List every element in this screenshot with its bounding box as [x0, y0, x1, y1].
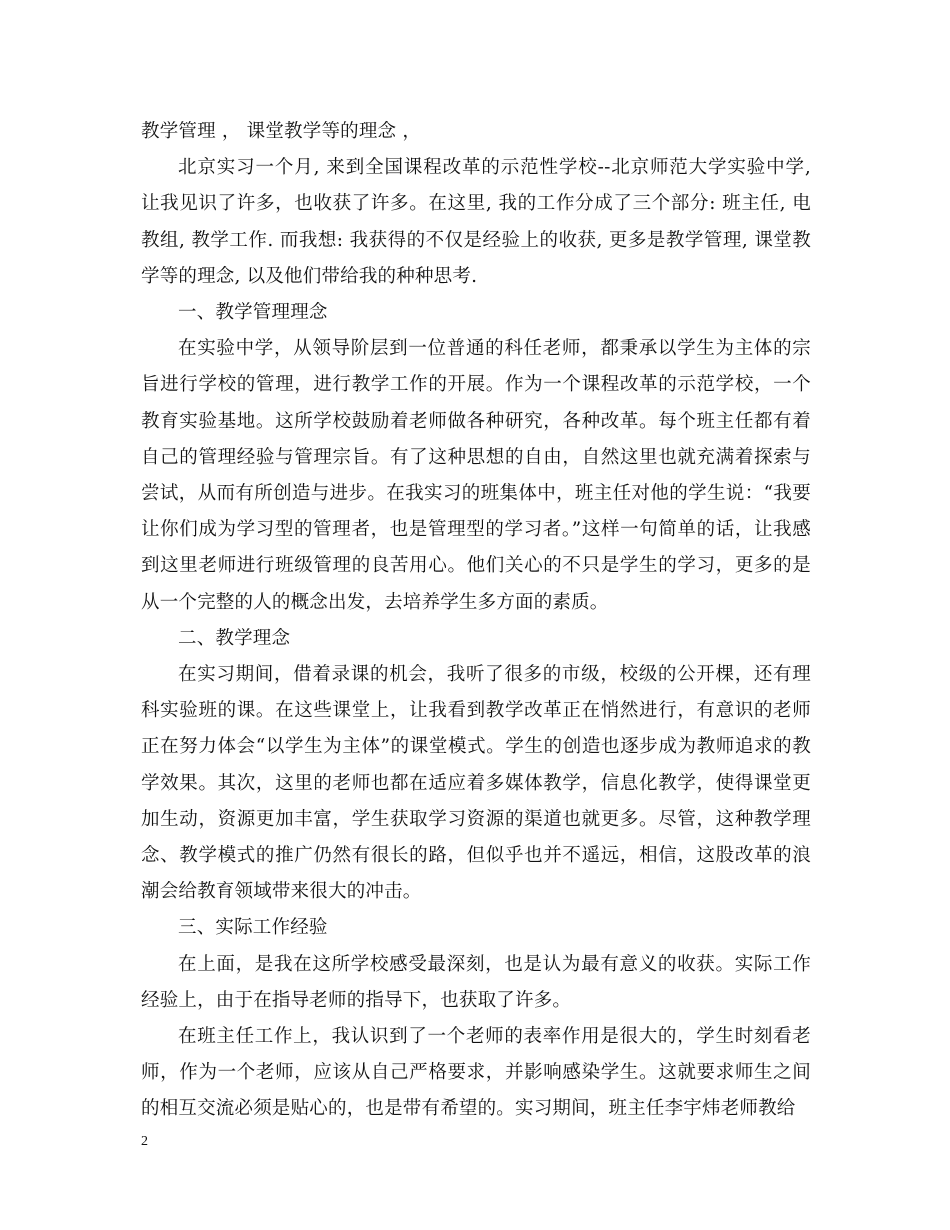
section-heading-teaching: 二、教学理念	[178, 627, 291, 649]
paragraph-head-teacher: 在班主任工作上，我认识到了一个老师的表率作用是很大的，学生时刻看老师，作为一个老师，应该从自己严格要求，并影响感染学生。这就要求师生之间的相互交流必须是贴心的，也是带有希望的。实习期间，班主任李宇炜老师教给	[141, 1026, 811, 1120]
paragraph-teaching: 在实习期间，借着录课的机会，我听了很多的市级，校级的公开棵，还有理科实验班的课。在这些课堂上，让我看到教学改革正在悄然进行，有意识的老师正在努力体会“以学生为主体”的课堂模式。学生的创造也逐步成为教师追求的教学效果。其次，这里的老师也都在适应着多媒体教学，信息化教学，使得课堂更加生动，资源更加丰富，学生获取学习资源的渠道也就更多。尽管，这种教学理念、教学模式的推广仍然有很长的路，但似乎也并不遥远，相信，这股改革的浪潮会给教育领域带来很大的冲击。	[141, 664, 811, 903]
paragraph-intro: 北京实习一个月, 来到全国课程改革的示范性学校--北京师范大学实验中学, 让我见识了许多，也收获了许多。在这里, 我的工作分成了三个部分: 班主任, 电教组, 教学工作. 而我想: 我获得的不仅是经验上的收获, 更多是教学管理, 课堂教学等的理念, 以及他们带给我的种种思考.	[141, 157, 811, 287]
paragraph-experience: 在上面，是我在这所学校感受最深刻，也是认为最有意义的收获。实际工作经验上，由于在指导老师的指导下，也获取了许多。	[141, 953, 811, 1011]
paragraph-continuation: 教学管理 ， 课堂教学等的理念 ，	[141, 121, 422, 142]
section-heading-experience: 三、实际工作经验	[178, 917, 328, 939]
section-heading-management: 一、教学管理理念	[178, 302, 328, 324]
page-number: 2	[141, 1134, 148, 1149]
document-body	[141, 114, 811, 1128]
paragraph-management: 在实验中学，从领导阶层到一位普通的科任老师，都秉承以学生为主体的宗旨进行学校的管理，进行教学工作的开展。作为一个课程改革的示范学校，一个教育实验基地。这所学校鼓励着老师做各种研究，各种改革。每个班主任都有着自己的管理经验与管理宗旨。有了这种思想的自由，自然这里也就充满着探索与尝试，从而有所创造与进步。在我实习的班集体中，班主任对他的学生说：“我要让你们成为学习型的管理者，也是管理型的学习者。”这样一句简单的话，让我感到这里老师进行班级管理的良苦用心。他们关心的不只是学生的学习，更多的是从一个完整的人的概念出发，去培养学生多方面的素质。	[141, 338, 811, 613]
